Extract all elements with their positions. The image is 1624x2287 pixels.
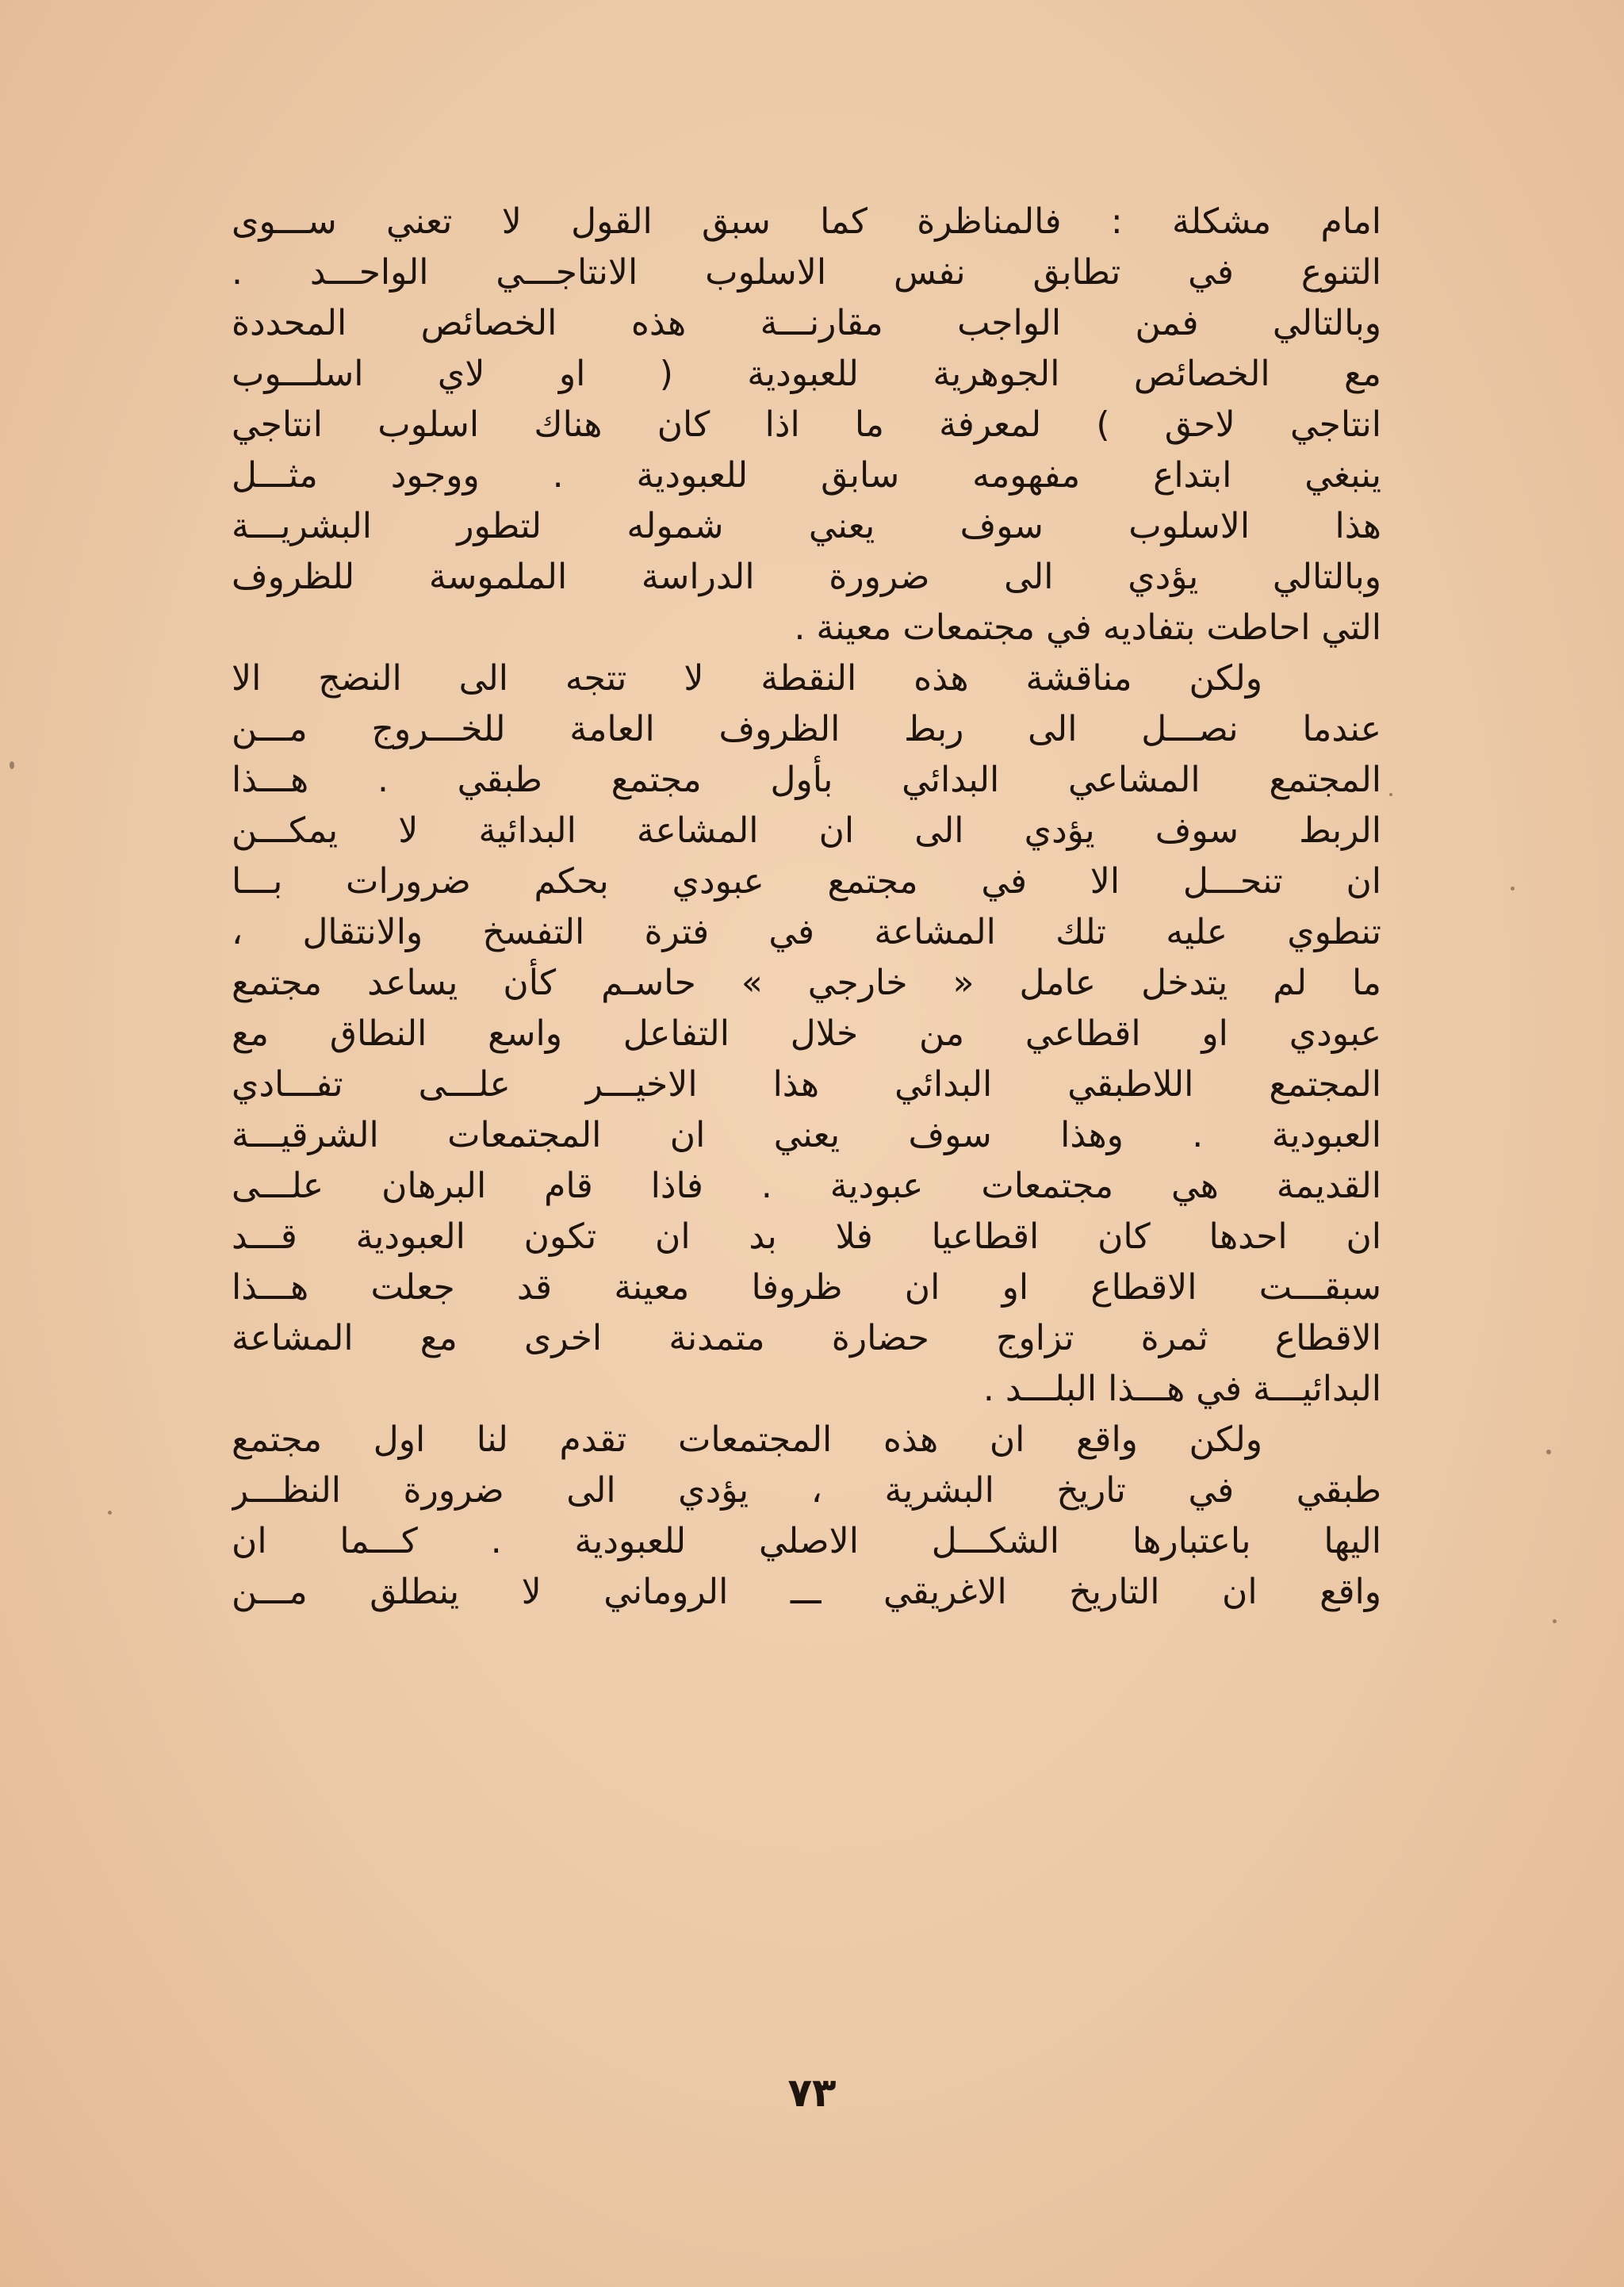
scan-speck: [1546, 1450, 1551, 1454]
text-line: ينبغي ابتداع مفهومه سابق للعبودية . ووجود مثـــل: [232, 455, 1381, 496]
body-text: [232, 197, 1381, 1618]
text-line: سبقـــت الاقطاع او ان ظروفا معينة قد جعلت هـــذا: [232, 1267, 1381, 1308]
text-line: التي احاطت بتفاديه في مجتمعات معينة .: [794, 607, 1381, 648]
text-line: مع الخصائص الجوهرية للعبودية ( او لاي اسلـــوب: [232, 354, 1381, 394]
text-line: التنوع في تطابق نفس الاسلوب الانتاجـــي الواحـــد .: [232, 252, 1381, 293]
text-line: ولكن واقع ان هذه المجتمعات تقدم لنا اول مجتمع: [232, 1419, 1262, 1460]
text-line: الربط سوف يؤدي الى ان المشاعة البدائية لا يمكـــن: [232, 810, 1381, 851]
text-line: عبودي او اقطاعي من خلال التفاعل واسع النطاق مع: [232, 1013, 1381, 1054]
text-line: واقع ان التاريخ الاغريقي ـــ الروماني لا ينطلق مـــن: [232, 1572, 1381, 1612]
text-line: البدائيـــة في هـــذا البلـــد .: [982, 1369, 1381, 1409]
text-line: الاقطاع ثمرة تزاوج حضارة متمدنة اخرى مع المشاعة: [232, 1318, 1381, 1358]
text-line: اليها باعتبارها الشكـــل الاصلي للعبودية . كـــما ان: [232, 1521, 1381, 1561]
scan-speck: [1511, 887, 1515, 891]
text-line: العبودية . وهذا سوف يعني ان المجتمعات الشرقيـــة: [232, 1115, 1381, 1155]
text-line: طبقي في تاريخ البشرية ، يؤدي الى ضرورة النظـــر: [232, 1470, 1381, 1511]
text-line: انتاجي لاحق ) لمعرفة ما اذا كان هناك اسلوب انتاجي: [232, 404, 1381, 445]
scan-speck: [108, 1511, 112, 1515]
text-line: وبالتالي فمن الواجب مقارنـــة هذه الخصائص المحددة: [232, 303, 1381, 343]
text-line: ولكن مناقشة هذه النقطة لا تتجه الى النضج الا: [232, 658, 1262, 699]
text-line: وبالتالي يؤدي الى ضرورة الدراسة الملموسة للظروف: [232, 557, 1381, 597]
text-line: ان تنحـــل الا في مجتمع عبودي بحكم ضرورات بـــا: [232, 861, 1381, 902]
text-line: ما لم يتدخل عامل « خارجي » حاسـم كأن يساعد مجتمع: [232, 963, 1381, 1003]
text-line: عندما نصـــل الى ربط الظروف العامة للخـــروج مـــن: [232, 709, 1381, 749]
text-line: امام مشكلة : فالمناظرة كما سبق القول لا تعني ســـوى: [232, 201, 1381, 242]
text-line: القديمة هي مجتمعات عبودية . فاذا قام البرهان علـــى: [232, 1166, 1381, 1206]
page-number: ٧٣: [787, 2070, 837, 2116]
scan-speck: [1553, 1619, 1557, 1623]
text-line: المجتمع اللاطبقي البدائي هذا الاخيـــر علـــى تفـــادي: [232, 1064, 1381, 1105]
text-line: تنطوي عليه تلك المشاعة في فترة التفسخ والانتقال ،: [232, 912, 1381, 952]
text-line: ان احدها كان اقطاعيا فلا بد ان تكون العبودية قـــد: [232, 1216, 1381, 1257]
scan-speck: [10, 761, 14, 769]
text-line: هذا الاسلوب سوف يعني شموله لتطور البشريـــة: [232, 506, 1381, 546]
scan-speck: [1389, 793, 1392, 796]
text-line: المجتمع المشاعي البدائي بأول مجتمع طبقي . هـــذا: [232, 760, 1381, 800]
